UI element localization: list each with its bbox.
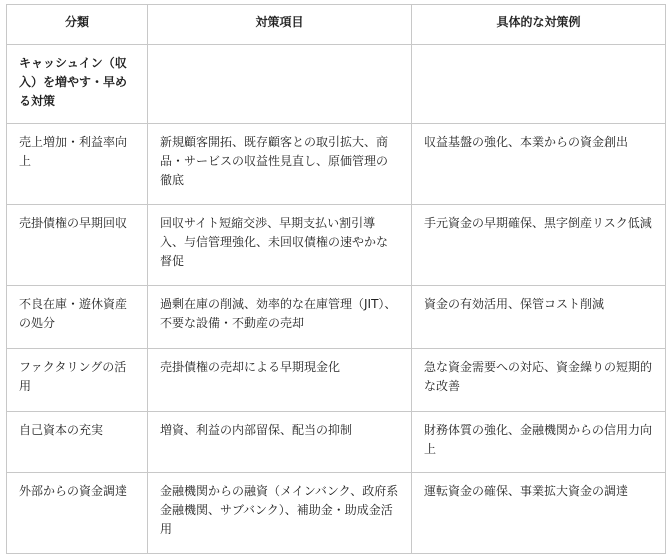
table-row xyxy=(7,349,666,412)
table-row xyxy=(7,412,666,473)
cell-measure: 金融機関からの融資（メインバンク、政府系金融機関、サブバンク）、補助金・助成金活用 xyxy=(148,473,412,554)
cell-measure: 回収サイト短縮交渉、早期支払い割引導入、与信管理強化、未回収債権の速やかな督促 xyxy=(148,205,412,286)
header-measure: 対策項目 xyxy=(148,5,412,45)
table-row xyxy=(7,473,666,554)
table-row xyxy=(7,124,666,205)
cell-category: 売掛債権の早期回収 xyxy=(7,205,148,286)
cell-example: 財務体質の強化、金融機関からの信用力向上 xyxy=(412,412,666,473)
cell-example: 手元資金の早期確保、黒字倒産リスク低減 xyxy=(412,205,666,286)
cell-example: 収益基盤の強化、本業からの資金創出 xyxy=(412,124,666,205)
header-example: 具体的な対策例 xyxy=(412,5,666,45)
cell-category: 不良在庫・遊休資産の処分 xyxy=(7,286,148,349)
countermeasures-table xyxy=(6,4,666,554)
cell-example: 急な資金需要への対応、資金繰りの短期的な改善 xyxy=(412,349,666,412)
section-empty-cell xyxy=(412,45,666,124)
cell-category: 自己資本の充実 xyxy=(7,412,148,473)
cell-category: ファクタリングの活用 xyxy=(7,349,148,412)
cell-measure: 売掛債権の売却による早期現金化 xyxy=(148,349,412,412)
section-title: キャッシュイン（収入）を増やす・早める対策 xyxy=(7,45,148,124)
table-row xyxy=(7,205,666,286)
cell-measure: 過剰在庫の削減、効率的な在庫管理（JIT）、不要な設備・不動産の売却 xyxy=(148,286,412,349)
cell-example: 資金の有効活用、保管コスト削減 xyxy=(412,286,666,349)
section-empty-cell xyxy=(148,45,412,124)
table-header-row xyxy=(7,5,666,45)
cell-example: 運転資金の確保、事業拡大資金の調達 xyxy=(412,473,666,554)
cell-measure: 新規顧客開拓、既存顧客との取引拡大、商品・サービスの収益性見直し、原価管理の徹底 xyxy=(148,124,412,205)
cell-category: 外部からの資金調達 xyxy=(7,473,148,554)
table-row xyxy=(7,286,666,349)
cell-category: 売上増加・利益率向上 xyxy=(7,124,148,205)
section-row xyxy=(7,45,666,124)
cell-measure: 増資、利益の内部留保、配当の抑制 xyxy=(148,412,412,473)
header-category: 分類 xyxy=(7,5,148,45)
